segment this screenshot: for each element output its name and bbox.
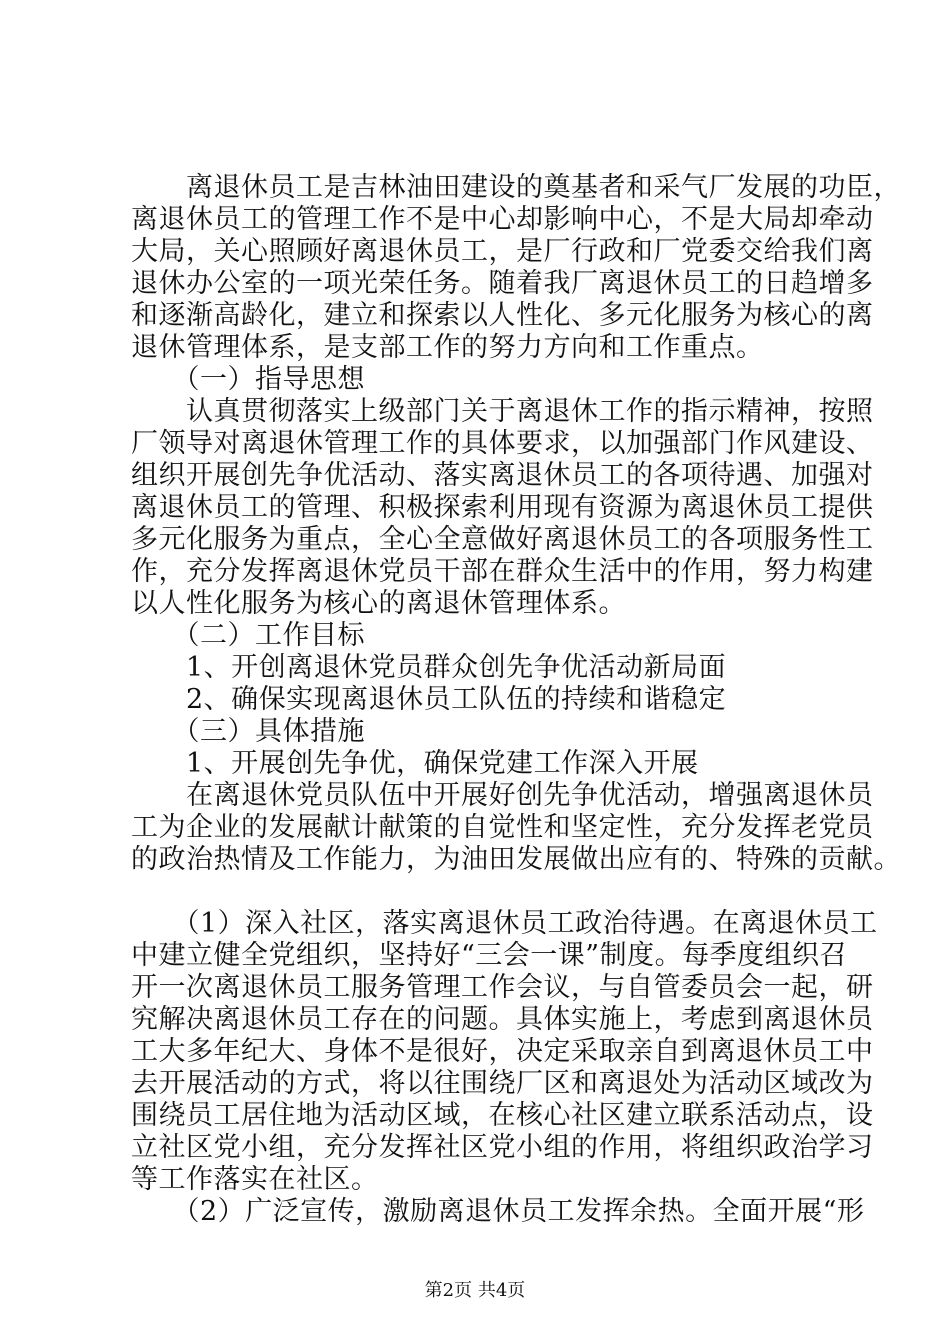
text-line: 多元化服务为重点，全心全意做好离退休员工的各项服务性工 [131, 524, 874, 555]
text-line: 认真贯彻落实上级部门关于离退休工作的指示精神，按照 [131, 396, 874, 427]
list-item: 1、开创离退休党员群众创先争优活动新局面 [131, 652, 727, 683]
text-line: 以人性化服务为核心的离退休管理体系。 [131, 588, 626, 619]
text-line: 去开展活动的方式，将以往围绕厂区和离退处为活动区域改为 [131, 1068, 874, 1099]
text-line: （1）深入社区，落实离退休员工政治待遇。在离退休员工 [131, 908, 878, 939]
text-line: 在离退休党员队伍中开展好创先争优活动，增强离退休员 [131, 780, 874, 811]
text-line: 立社区党小组，充分发挥社区党小组的作用，将组织政治学习 [131, 1132, 874, 1163]
text-line: 作，充分发挥离退休党员干部在群众生活中的作用，努力构建 [131, 556, 874, 587]
subheading: 1、开展创先争优，确保党建工作深入开展 [131, 748, 699, 779]
text-line: 的政治热情及工作能力，为油田发展做出应有的、特殊的贡献。 [131, 844, 901, 875]
text-line: 中建立健全党组织，坚持好“三会一课”制度。每季度组织召 [131, 940, 848, 971]
text-line: 离退休员工是吉林油田建设的奠基者和采气厂发展的功臣， [131, 172, 901, 203]
section-heading: （二）工作目标 [131, 620, 365, 651]
text-line: 和逐渐高龄化，建立和探索以人性化、多元化服务为核心的离 [131, 300, 874, 331]
text-line: 退休办公室的一项光荣任务。随着我厂离退休员工的日趋增多 [131, 268, 874, 299]
text-line: 工大多年纪大、身体不是很好，决定采取亲自到离退休员工中 [131, 1036, 874, 1067]
text-line: 组织开展创先争优活动、落实离退休员工的各项待遇、加强对 [131, 460, 874, 491]
text-line: 大局，关心照顾好离退休员工，是厂行政和厂党委交给我们离 [131, 236, 874, 267]
text-line: 究解决离退休员工存在的问题。具体实施上，考虑到离退休员 [131, 1004, 874, 1035]
page-number: 第2页 共4页 [424, 1280, 526, 1301]
list-item: 2、确保实现离退休员工队伍的持续和谐稳定 [131, 684, 727, 715]
text-line: （2）广泛宣传，激励离退休员工发挥余热。全面开展“形 [131, 1196, 865, 1227]
text-line: 厂领导对离退休管理工作的具体要求，以加强部门作风建设、 [131, 428, 874, 459]
text-line: 工为企业的发展献计献策的自觉性和坚定性，充分发挥老党员 [131, 812, 874, 843]
text-line: 离退休员工的管理工作不是中心却影响中心，不是大局却牵动 [131, 204, 874, 235]
text-line: 离退休员工的管理、积极探索利用现有资源为离退休员工提供 [131, 492, 874, 523]
text-line: 退休管理体系，是支部工作的努力方向和工作重点。 [131, 332, 764, 363]
text-line: 围绕员工居住地为活动区域，在核心社区建立联系活动点，设 [131, 1100, 874, 1131]
section-heading: （三）具体措施 [131, 716, 365, 747]
text-line: 等工作落实在社区。 [131, 1164, 379, 1195]
section-heading: （一）指导思想 [131, 364, 365, 395]
text-line: 开一次离退休员工服务管理工作会议，与自管委员会一起，研 [131, 972, 874, 1003]
